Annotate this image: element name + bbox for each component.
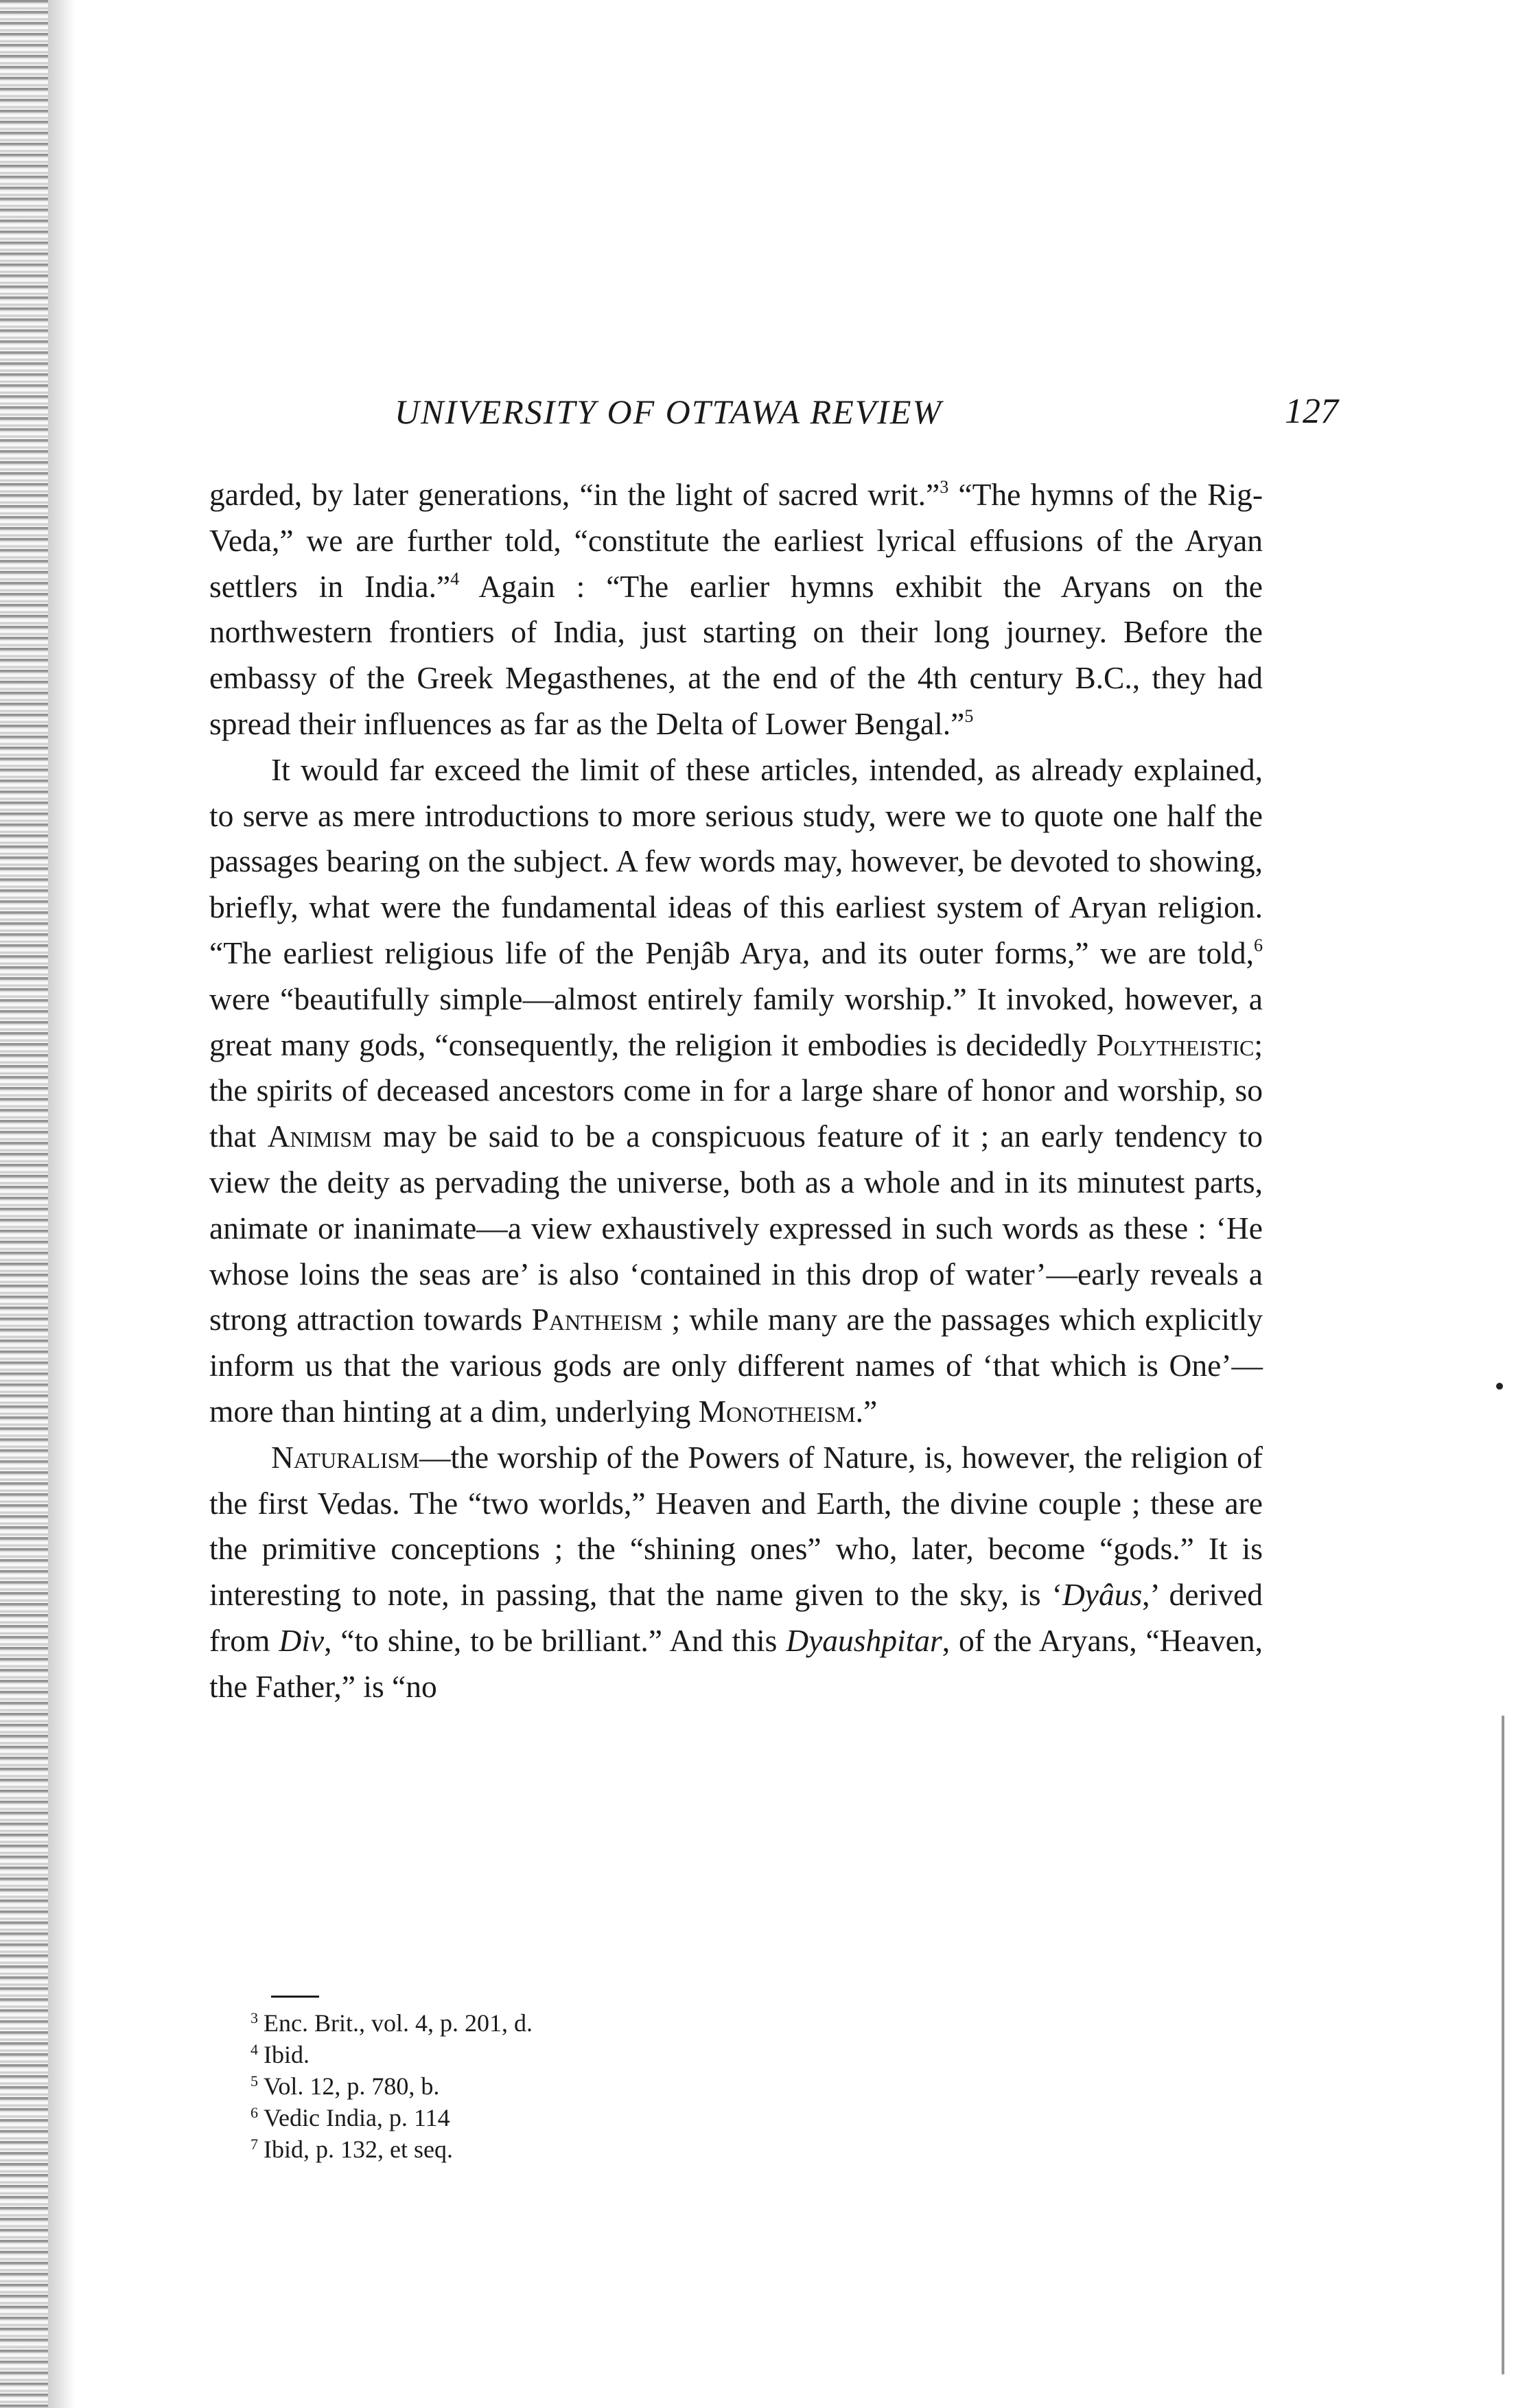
footnote (250, 2134, 1074, 2165)
text-run: ; the spirits of deceased ancestors come in for a large share of honor and worship, so that (209, 1027, 1263, 1154)
footnote-number: 6 (250, 2104, 258, 2121)
text-run: It would far exceed the limit of these articles, intended, as already explained, to serve as mere introductions to more serious study, were we to quote one half the passages bearing on the subject. A few words may, however, be devoted to showing, briefly, what were the fundamental ideas of this earliest system of Aryan religion. “The earliest religious life of the Penjâb Arya, and its outer forms,” we are told, (209, 751, 1263, 970)
text-run: , of the Aryans, “Heaven, the Father,” is “no (209, 1622, 1263, 1704)
footnote-reference: 4 (450, 568, 460, 589)
footnote-rule (271, 1996, 319, 1998)
small-caps-term: Pantheism (531, 1302, 663, 1337)
paragraph (209, 1435, 1263, 1710)
footnote-text: Enc. Brit., vol. 4, p. 201, d. (264, 2009, 533, 2037)
binding-edge-scan (0, 0, 48, 2408)
footnote-number: 4 (250, 2041, 258, 2058)
text-run: .” (855, 1393, 878, 1429)
italic-term: Div (279, 1622, 325, 1658)
text-run: garded, by later generations, “in the light of sacred writ.” (209, 477, 940, 512)
footnote (250, 2039, 1074, 2070)
italic-term: Dyâus (1062, 1577, 1143, 1613)
text-run: Again : “The earlier hymns exhibit the Aryans on the northwestern frontiers of India, just starting on their long journey. Before the embassy of the Greek Megasthenes, at the end of the 4th century B.C., they had spread their influences as far as the Delta of Lower Bengal.” (209, 568, 1263, 741)
footnote-text: Ibid, p. 132, et seq. (264, 2136, 453, 2163)
text-run: were “beautifully simple—almost entirely family worship.” It invoked, however, a great many gods, “consequently, the religion it embodies is decidedly (209, 981, 1263, 1062)
footnotes (250, 2007, 1074, 2165)
text-run: , “to shine, to be brilliant.” And this (324, 1622, 786, 1658)
small-caps-term: Monotheism (698, 1393, 856, 1429)
text-run: ,’ derived from (209, 1577, 1263, 1658)
running-head-title: UNIVERSITY OF OTTAWA REVIEW (395, 393, 943, 431)
footnote (250, 2070, 1074, 2102)
footnote-reference: 3 (940, 477, 949, 497)
small-caps-term: Polytheistic (1096, 1027, 1255, 1062)
footnote-number: 5 (250, 2072, 258, 2090)
text-run: “The hymns of the Rig-Veda,” we are further told, “constitute the earliest lyrical effusions of the Aryan settlers in India.” (209, 477, 1263, 604)
italic-term: Dyaushpitar (786, 1622, 942, 1658)
footnote-text: Vedic India, p. 114 (264, 2104, 450, 2131)
text-run: —the worship of the Powers of Nature, is, however, the religion of the first Vedas. The “two worlds,” Heaven and Earth, the divine couple ; these are the primitive conceptions ; the “shining ones” who, later, become “gods.” It is interesting to note, in passing, that the name given to the sky, is ‘ (209, 1439, 1263, 1613)
scan-edge-line (1502, 1716, 1504, 2374)
binding-shadow (48, 0, 75, 2408)
text-run: may be said to be a conspicuous feature of it ; an early tendency to view the deity as pervading the universe, both as a whole and in its minutest parts, animate or inanimate—a view exhaustively expressed in such words as these : ‘He whose loins the seas are’ is also ‘contained in this drop of water’—early reveals a strong attraction towards (209, 1119, 1263, 1337)
footnote-reference: 6 (1254, 935, 1263, 955)
main-text (209, 472, 1263, 1710)
footnote-reference: 5 (964, 705, 974, 726)
paragraph (209, 472, 1263, 747)
footnote-number: 7 (250, 2136, 258, 2153)
small-caps-term: Naturalism (271, 1439, 419, 1475)
small-caps-term: Animism (267, 1119, 372, 1154)
footnote (250, 2007, 1074, 2039)
paragraph (209, 747, 1263, 1435)
text-run: ; while many are the passages which explicitly inform us that the various gods are only different names of ‘that which is One’—more than hinting at a dim, underlying (209, 1302, 1263, 1429)
scan-speck (1496, 1383, 1503, 1390)
footnote (250, 2102, 1074, 2134)
footnote-number: 3 (250, 2009, 258, 2026)
footnote-text: Vol. 12, p. 780, b. (264, 2072, 440, 2100)
page-number: 127 (1285, 392, 1338, 431)
footnote-text: Ibid. (264, 2041, 310, 2068)
